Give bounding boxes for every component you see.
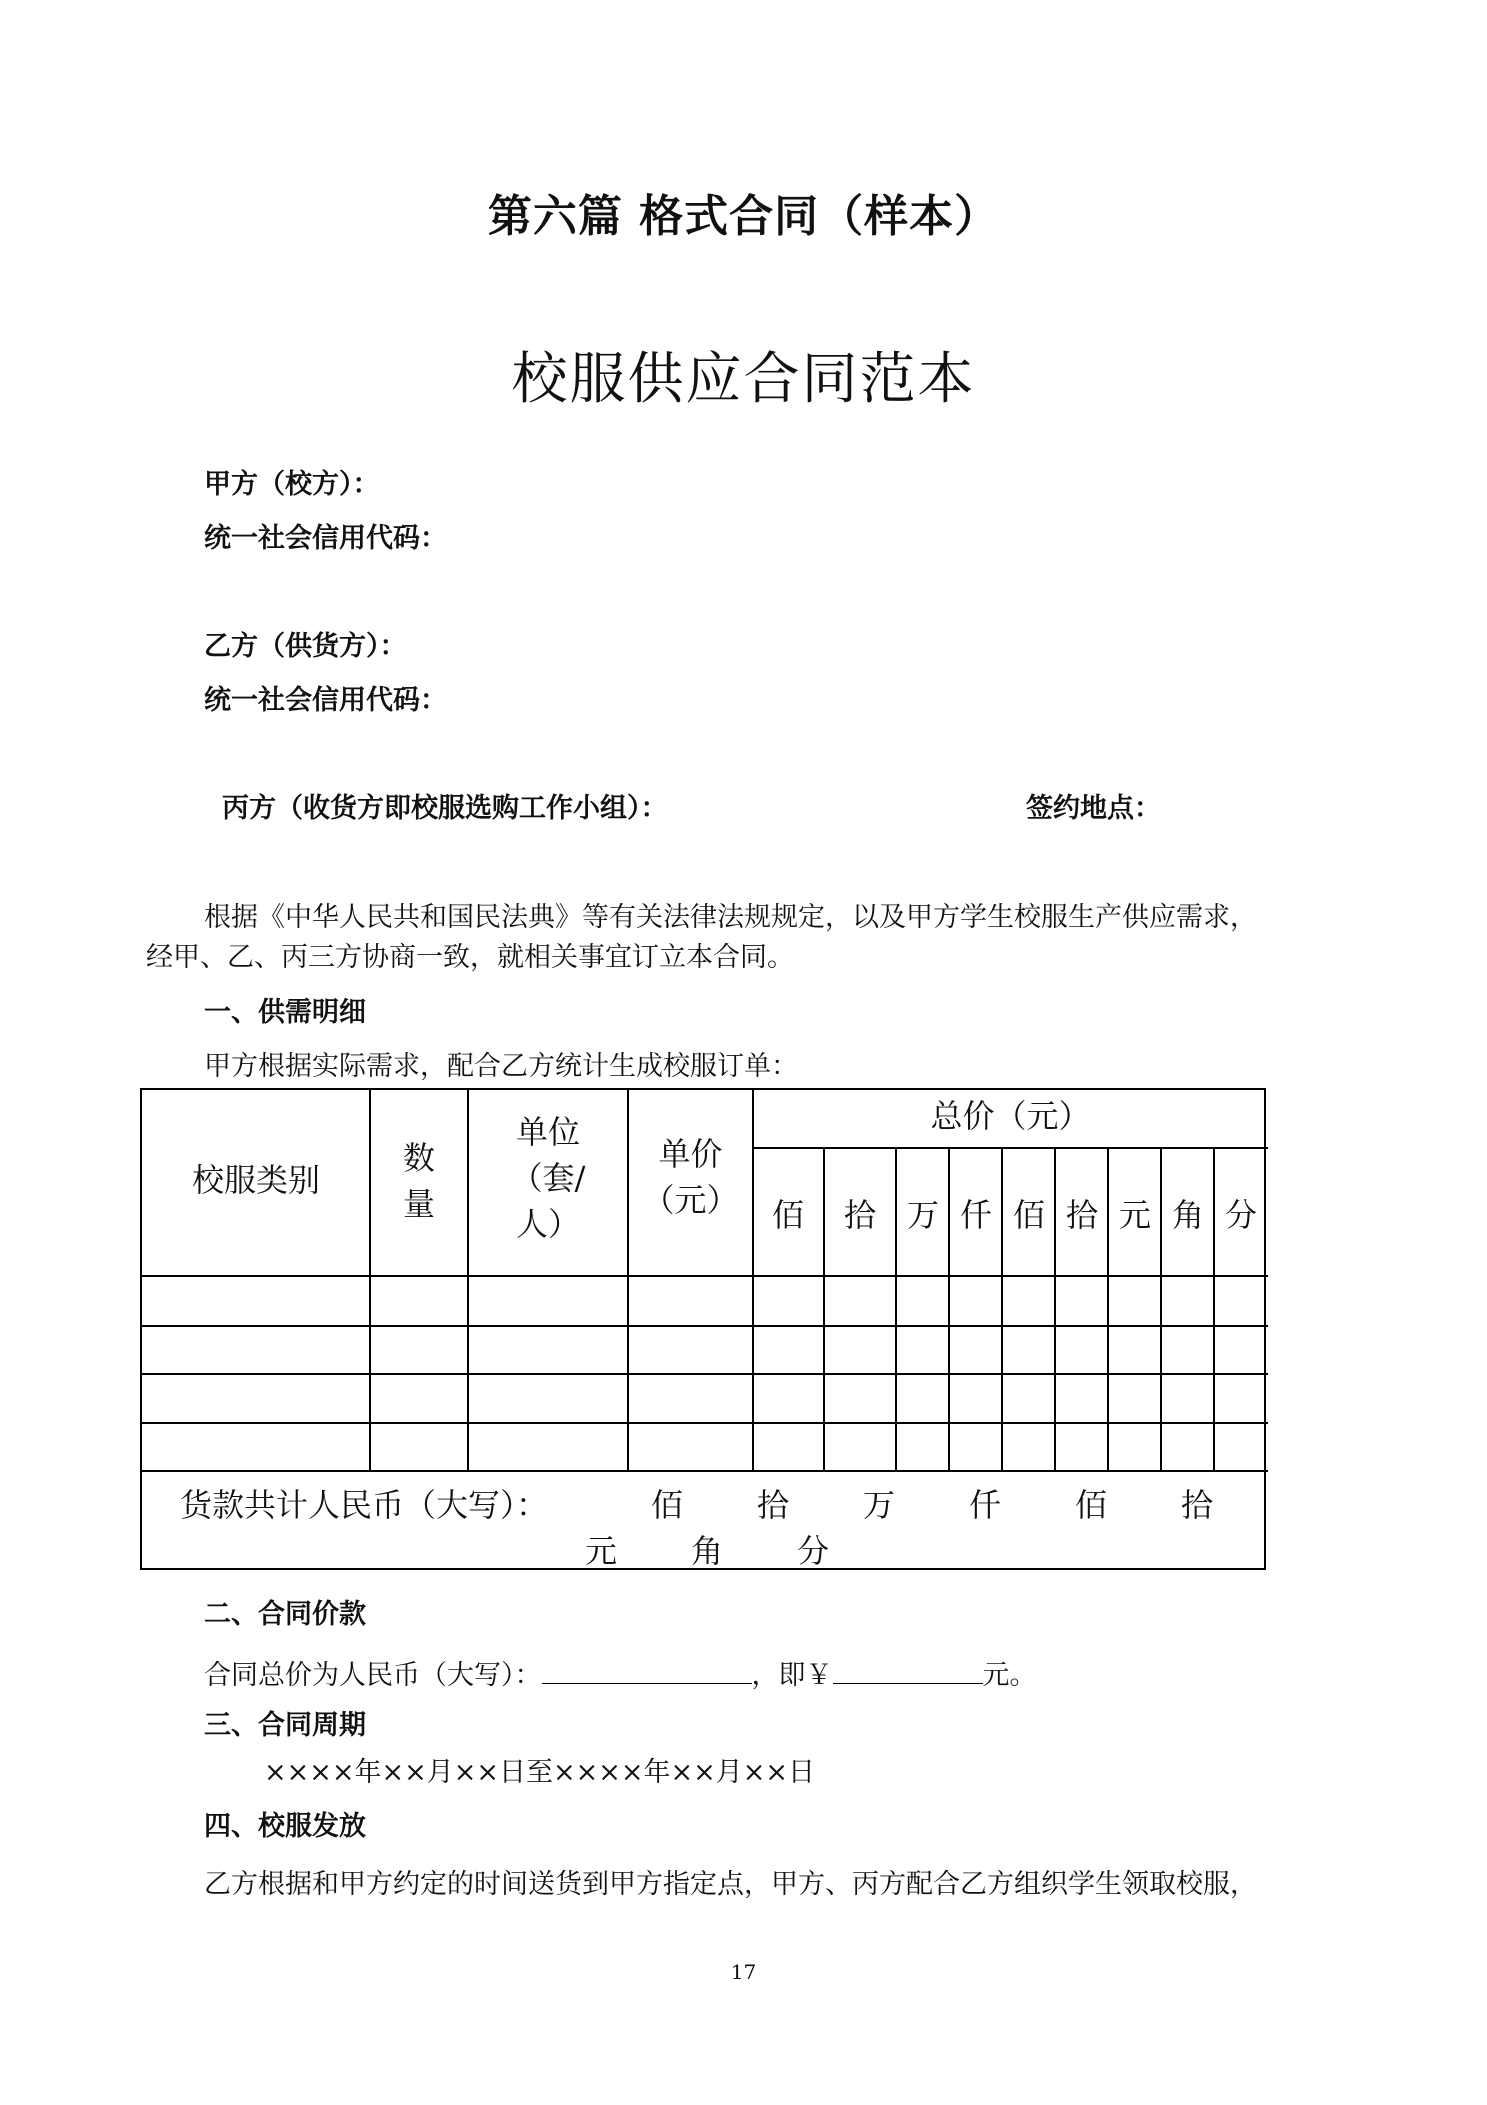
price-words-blank[interactable] xyxy=(542,1683,752,1684)
section-4-text: 乙方根据和甲方约定的时间送货到甲方指定点，甲方、丙方配合乙方组织学生领取校服， xyxy=(204,1869,1257,1900)
col-total-header: 总价（元） xyxy=(930,1097,1091,1135)
digit-header: 佰 xyxy=(771,1196,804,1234)
part-title: 第六篇 格式合同（样本） xyxy=(487,191,1000,242)
col-unit-header-3: 人） xyxy=(515,1205,580,1243)
section-3-text: ××××年××月××日至××××年××月××日 xyxy=(264,1757,815,1788)
party-a-label: 甲方（校方）： xyxy=(204,469,380,500)
order-table xyxy=(140,1088,1266,1570)
section-2-text xyxy=(204,1653,1037,1692)
total-unit: 元 xyxy=(584,1532,617,1570)
price-number-blank[interactable] xyxy=(833,1683,983,1684)
col-unit-header-1: 单位 xyxy=(515,1113,580,1151)
col-price-header-1: 单价 xyxy=(658,1135,723,1173)
total-unit: 佰 xyxy=(1074,1486,1107,1524)
total-unit: 万 xyxy=(862,1486,895,1524)
digit-header: 佰 xyxy=(1012,1196,1045,1234)
intro-line-2: 经甲、乙、丙三方协商一致，就相关事宜订立本合同。 xyxy=(146,942,794,973)
section-2-heading: 二、合同价款 xyxy=(204,1599,366,1630)
intro-line-1: 根据《中华人民共和国民法典》等有关法律法规规定，以及甲方学生校服生产供应需求， xyxy=(204,902,1257,933)
page-number: 17 xyxy=(730,1960,757,1984)
section-3-heading: 三、合同周期 xyxy=(204,1710,366,1741)
section-4-heading: 四、校服发放 xyxy=(204,1811,366,1842)
digit-header: 拾 xyxy=(843,1196,876,1234)
document-title: 校服供应合同范本 xyxy=(511,347,976,412)
total-unit: 拾 xyxy=(1180,1486,1213,1524)
section-1-text: 甲方根据实际需求，配合乙方统计生成校服订单： xyxy=(204,1051,798,1082)
party-c-label: 丙方（收货方即校服选购工作小组）： xyxy=(222,793,668,824)
party-b-credit-code-label: 统一社会信用代码： xyxy=(204,685,447,716)
digit-header: 仟 xyxy=(959,1196,992,1234)
col-qty-header-1: 数 xyxy=(402,1139,435,1177)
col-qty-header-2: 量 xyxy=(402,1185,435,1223)
digit-header: 元 xyxy=(1118,1196,1151,1234)
section-1-heading: 一、供需明细 xyxy=(204,997,366,1028)
party-b-label: 乙方（供货方）： xyxy=(204,631,407,662)
digit-header: 拾 xyxy=(1065,1196,1098,1234)
total-unit: 拾 xyxy=(756,1486,789,1524)
digit-header: 角 xyxy=(1171,1196,1204,1234)
digit-header: 万 xyxy=(906,1196,939,1234)
total-amount-label: 货款共计人民币（大写）： xyxy=(180,1486,549,1524)
total-unit: 佰 xyxy=(650,1486,683,1524)
col-unit-header-2: （套/ xyxy=(510,1159,586,1197)
digit-header: 分 xyxy=(1224,1196,1257,1234)
col-category-header: 校服类别 xyxy=(191,1161,320,1199)
total-unit: 角 xyxy=(690,1532,723,1570)
col-price-header-2: （元） xyxy=(642,1181,739,1219)
total-unit: 仟 xyxy=(968,1486,1001,1524)
sign-place-label: 签约地点： xyxy=(1026,793,1161,824)
contract-price-label: 合同总价为人民币（大写）： xyxy=(204,1660,542,1691)
contract-price-equals: ，即￥ xyxy=(751,1660,833,1691)
party-a-credit-code-label: 统一社会信用代码： xyxy=(204,523,447,554)
total-unit: 分 xyxy=(796,1532,829,1570)
contract-price-unit: 元。 xyxy=(982,1660,1037,1691)
